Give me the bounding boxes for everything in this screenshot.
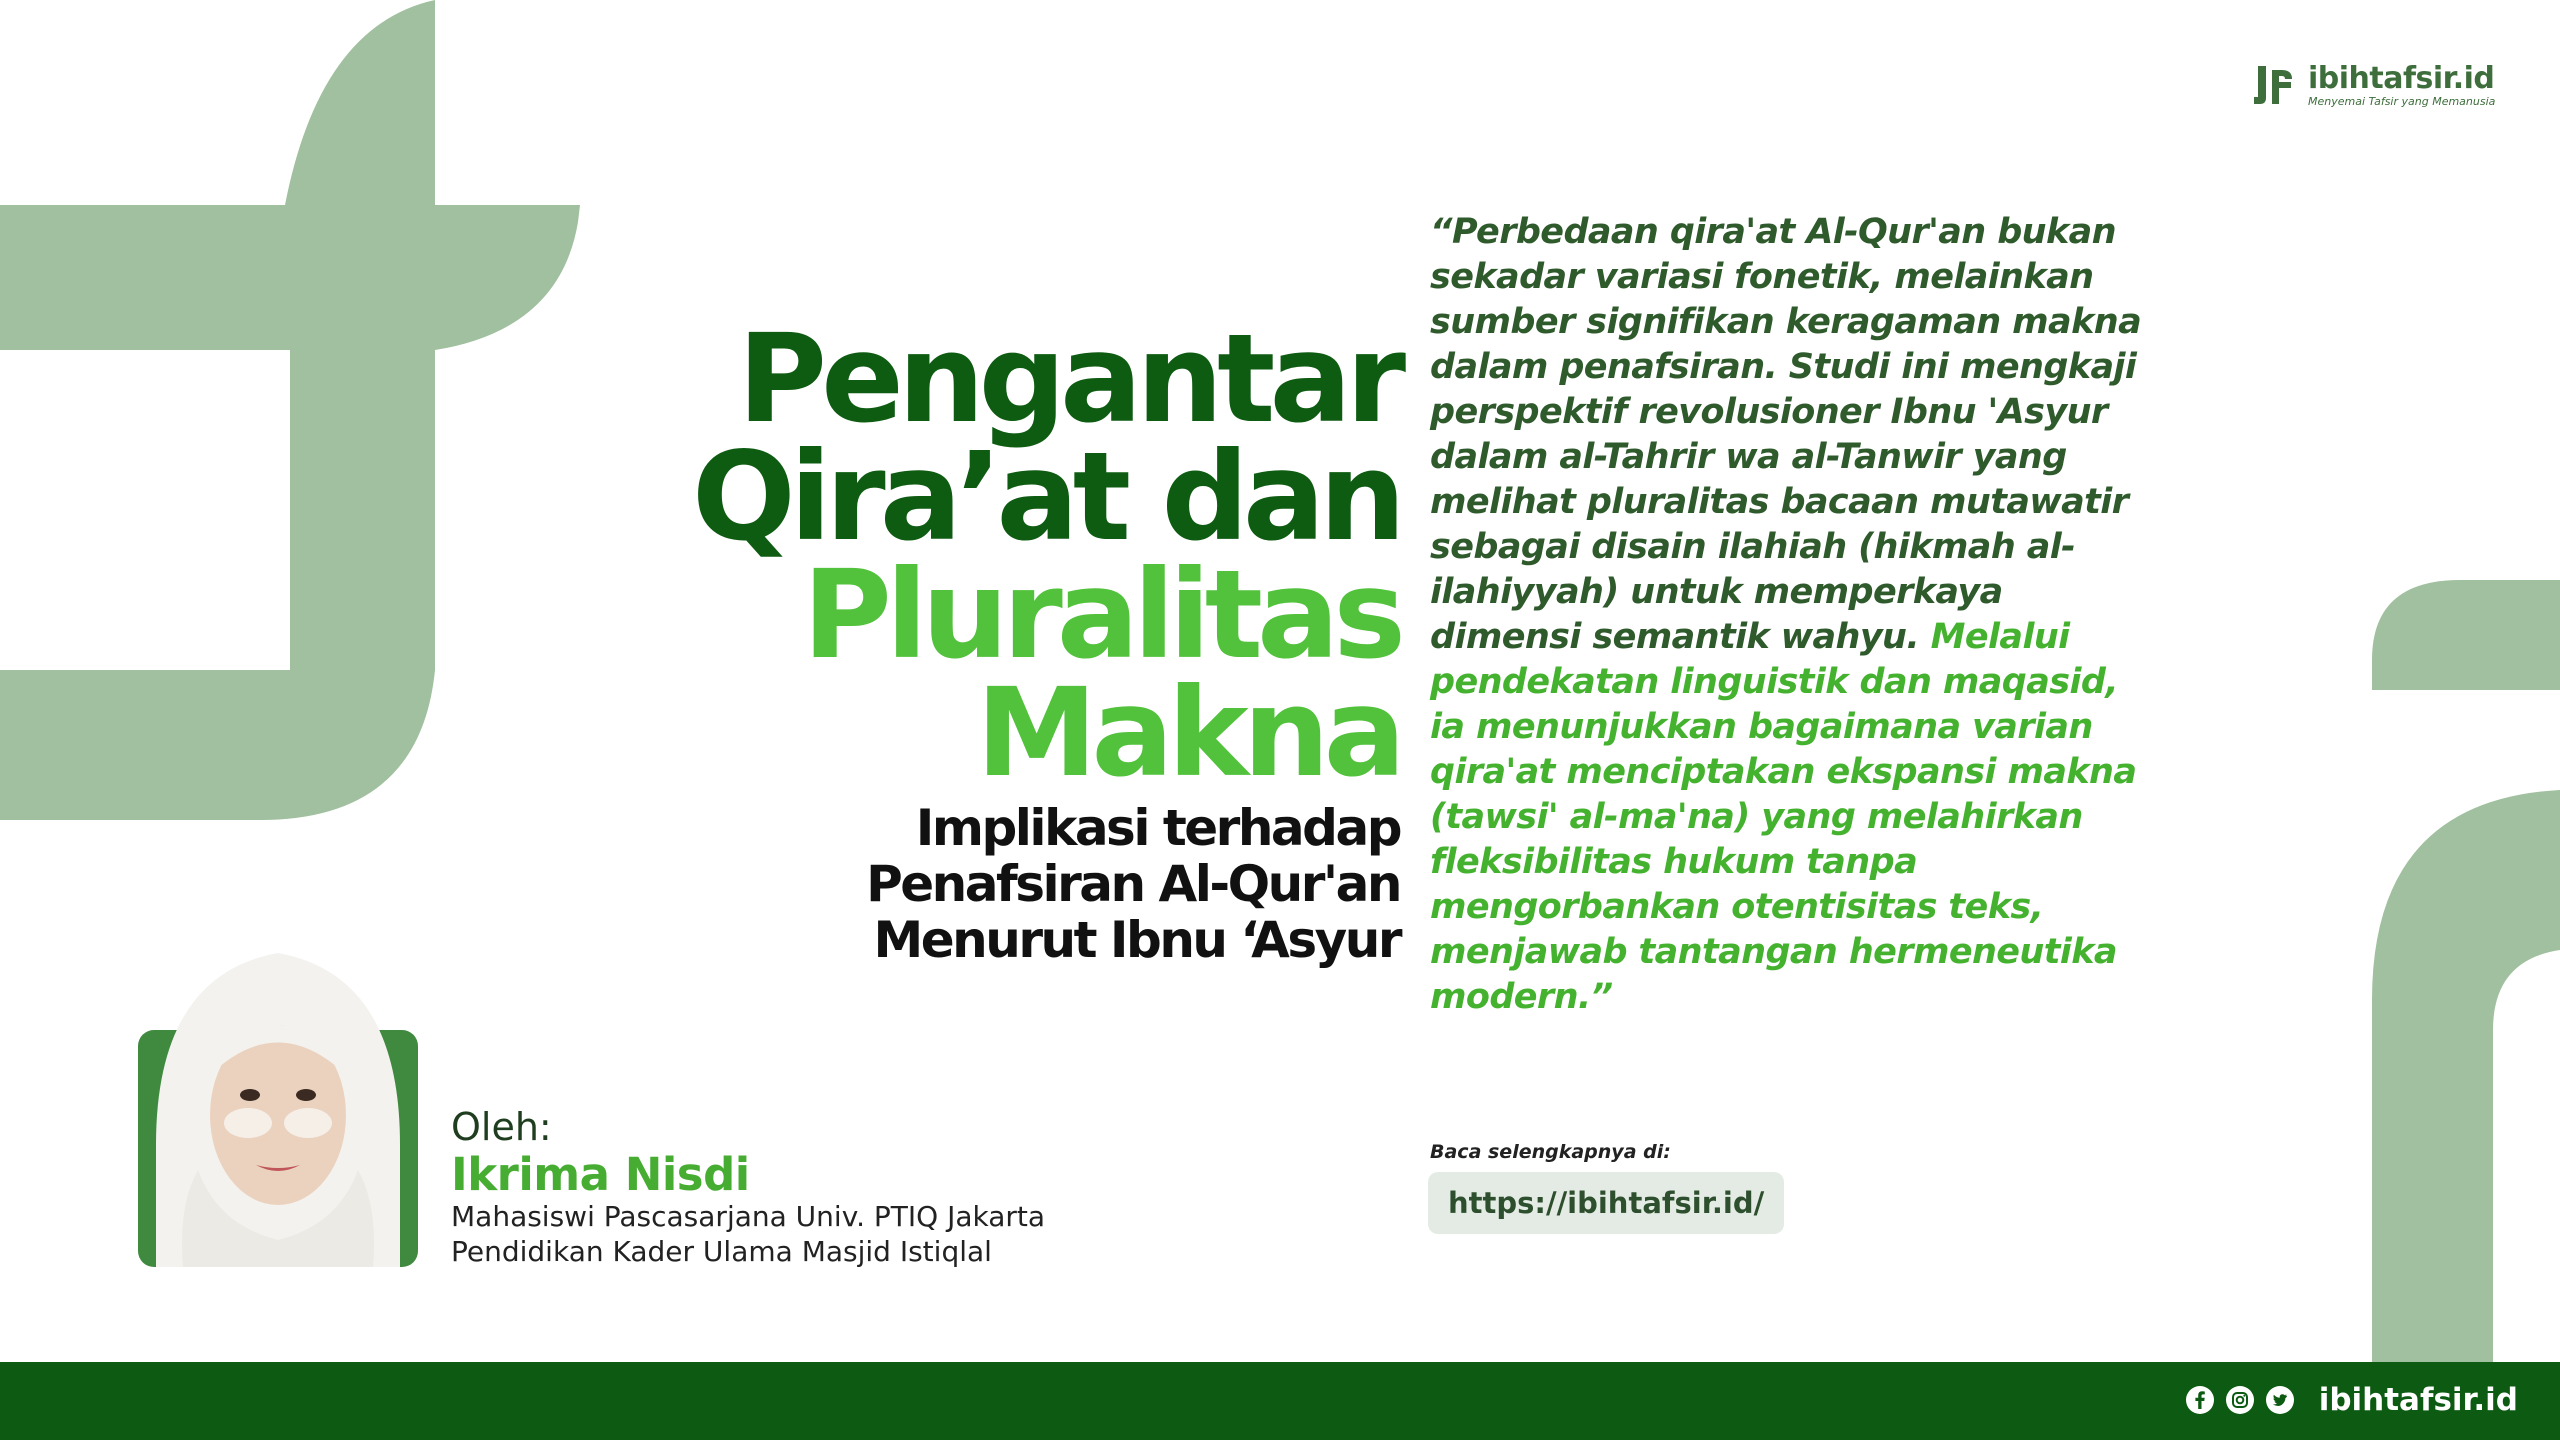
subtitle-line-2: Penafsiran Al-Qur'an	[866, 855, 1400, 913]
brand-tagline: Menyemai Tafsir yang Memanusia	[2308, 95, 2496, 108]
author-photo	[138, 905, 418, 1267]
summary-quote	[1430, 210, 2150, 1020]
author-prefix: Oleh:	[451, 1105, 552, 1149]
brand-name: ibihtafsir.id	[2308, 61, 2495, 96]
ibihtafsir-logo-icon	[2250, 62, 2298, 110]
article-subtitle	[866, 800, 1400, 968]
subtitle-line-1: Implikasi terhadap	[915, 799, 1400, 857]
deco-right-top-shape	[2372, 580, 2560, 690]
read-more-label: Baca selengkapnya di:	[1430, 1141, 1671, 1163]
quote-part-2: Melalui pendekatan linguistik dan maqasid, ia menunjukkan bagaimana varian qira'at menciptakan ekspansi makna (tawsi' al-ma'na) yang melahirkan fleksibilitas hukum tanpa mengorbankan otentisitas teks, menjawab tantangan hermeneutika modern.”	[1430, 617, 2137, 1017]
author-name: Ikrima Nisdi	[451, 1148, 750, 1201]
title-line-2: Qira’at dan	[692, 426, 1400, 568]
deco-left-shape	[0, 0, 580, 820]
article-title	[692, 308, 1400, 804]
author-affiliation-1: Mahasiswi Pascasarjana Univ. PTIQ Jakarta	[451, 1200, 1046, 1233]
footer-bar	[0, 1362, 2560, 1440]
facebook-icon[interactable]	[2185, 1385, 2215, 1415]
title-line-4: Makna	[975, 662, 1400, 804]
social-links	[2185, 1382, 2518, 1418]
subtitle-line-3: Menurut Ibnu ‘Asyur	[873, 911, 1400, 969]
deco-right-bottom-shape	[2372, 790, 2560, 1362]
title-line-1: Pengantar	[737, 308, 1400, 450]
twitter-icon[interactable]	[2265, 1385, 2295, 1415]
brand-logo[interactable]	[2250, 62, 2495, 110]
read-more-link[interactable]: https://ibihtafsir.id/	[1428, 1172, 1784, 1234]
author-affiliation-2: Pendidikan Kader Ulama Masjid Istiqlal	[451, 1235, 992, 1268]
title-line-3: Pluralitas	[802, 544, 1400, 686]
footer-handle: ibihtafsir.id	[2318, 1382, 2518, 1418]
quote-part-1: “Perbedaan qira'at Al-Qur'an bukan sekadar variasi fonetik, melainkan sumber signifikan keragaman makna dalam penafsiran. Studi ini mengkaji perspektif revolusioner Ibnu 'Asyur dalam al-Tahrir wa al-Tanwir yang melihat pluralitas bacaan mutawatir sebagai disain ilahiah (hikmah al-ilahiyyah) untuk memperkaya dimensi semantik wahyu.	[1430, 212, 2142, 657]
instagram-icon[interactable]	[2225, 1385, 2255, 1415]
